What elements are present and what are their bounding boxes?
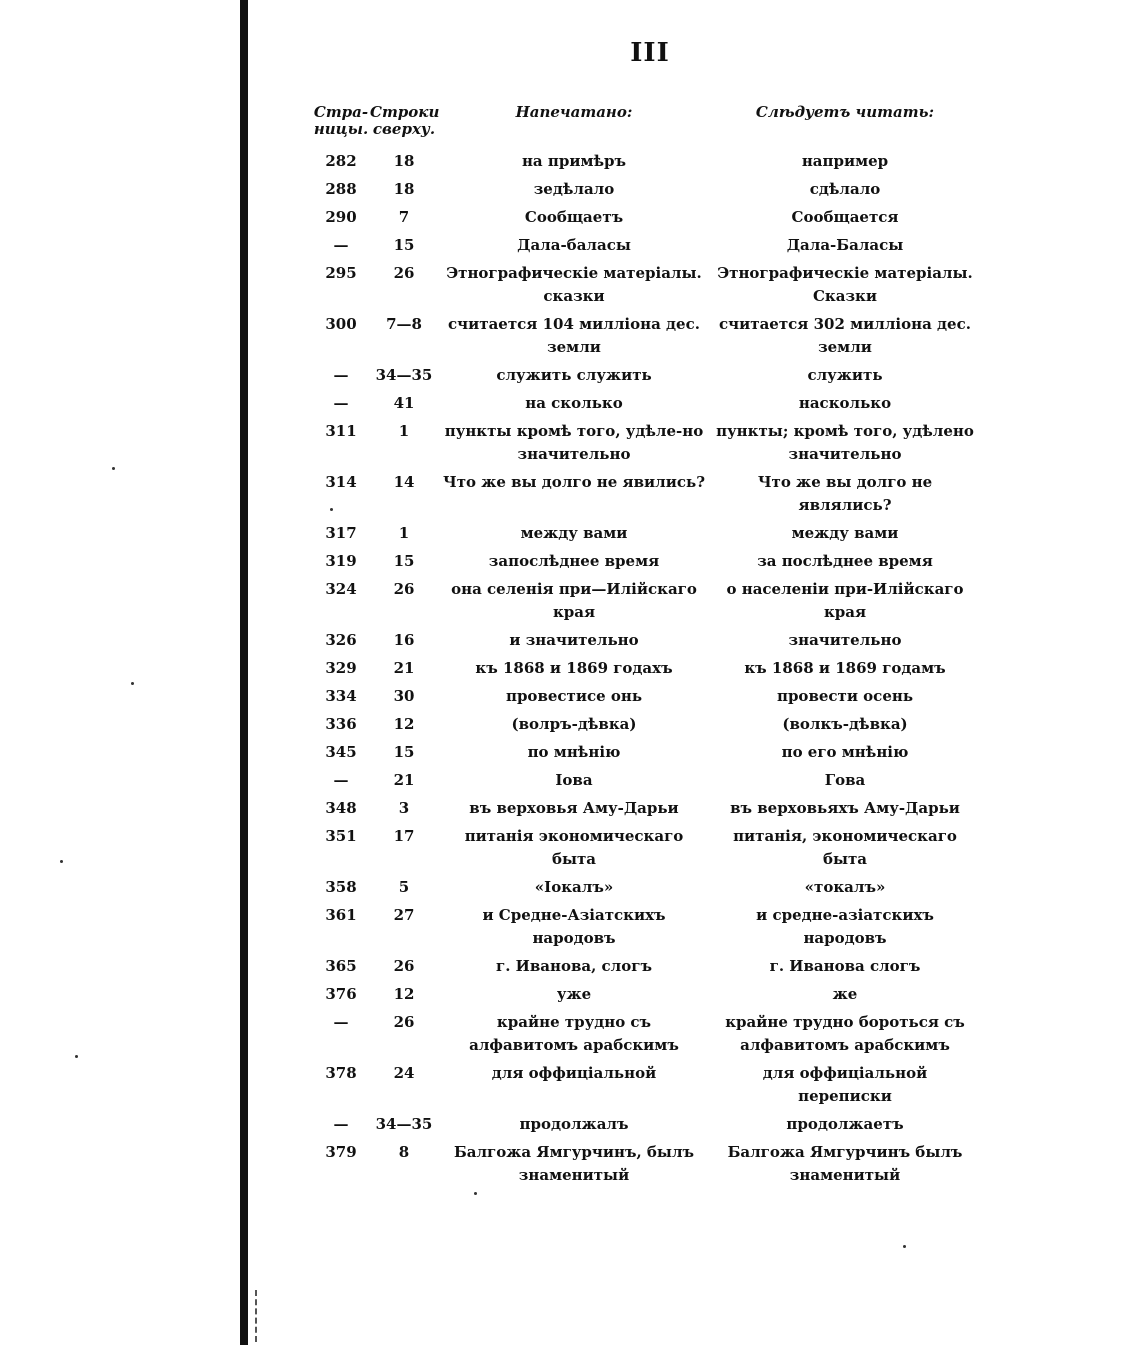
- table-row: [312, 148, 980, 176]
- table-row: [312, 362, 980, 390]
- binding-dash-mark: [255, 1290, 259, 1342]
- row-page: 351: [325, 827, 357, 845]
- row-printed: служить служить: [496, 366, 652, 384]
- table-row: [312, 711, 980, 739]
- row-page: —: [333, 366, 349, 384]
- table-row: [312, 260, 980, 311]
- row-correct: считается 302 милліона дес. земли: [719, 315, 971, 356]
- row-printed: на примѣръ: [521, 152, 627, 170]
- table-row: [312, 683, 980, 711]
- table-row: [312, 176, 980, 204]
- row-correct: Дала-Баласы: [786, 236, 904, 254]
- row-line: 34—35: [375, 1115, 433, 1133]
- row-line: 18: [393, 180, 415, 198]
- table-row: [312, 767, 980, 795]
- row-page: —: [333, 1115, 349, 1133]
- table-row: [312, 418, 980, 469]
- row-page: 288: [325, 180, 357, 198]
- errata-table: [312, 102, 980, 1190]
- row-page: 326: [325, 631, 357, 649]
- header-correct: Слѣдуетъ читать:: [755, 103, 935, 121]
- row-line: 5: [398, 878, 410, 896]
- table-row: [312, 576, 980, 627]
- errata-header-row: [312, 102, 980, 148]
- scan-speck: [474, 1192, 477, 1195]
- row-correct: Что же вы долго не являлись?: [757, 473, 933, 514]
- row-printed: питанія экономическаго быта: [464, 827, 684, 868]
- table-row: [312, 874, 980, 902]
- row-correct: Сообщается: [791, 208, 899, 226]
- row-line: 34—35: [375, 366, 433, 384]
- row-printed: продолжалъ: [519, 1115, 629, 1133]
- row-page: —: [333, 394, 349, 412]
- row-correct: по его мнѣнію: [781, 743, 909, 761]
- row-line: 16: [393, 631, 415, 649]
- table-row: [312, 311, 980, 362]
- row-printed: по мнѣнію: [527, 743, 621, 761]
- page-number: III: [630, 38, 670, 68]
- table-row: [312, 655, 980, 683]
- scan-speck: [131, 682, 134, 685]
- row-line: 26: [393, 264, 415, 282]
- errata-body: [312, 148, 980, 1190]
- header-line: Строки сверху.: [370, 103, 440, 138]
- table-row: [312, 204, 980, 232]
- row-line: 17: [393, 827, 415, 845]
- row-line: 8: [398, 1143, 410, 1161]
- row-correct: между вами: [791, 524, 899, 542]
- row-correct: питанія, экономическаго быта: [733, 827, 957, 868]
- row-page: 376: [325, 985, 357, 1003]
- row-correct: провести осень: [776, 687, 914, 705]
- row-page: 365: [325, 957, 357, 975]
- row-line: 26: [393, 1013, 415, 1031]
- row-line: 12: [393, 985, 415, 1003]
- row-printed: она селенія при—Илійскаго края: [451, 580, 697, 621]
- row-printed: Балгожа Ямгурчинъ, былъ знаменитый: [453, 1143, 695, 1184]
- table-row: [312, 902, 980, 953]
- row-printed: уже: [556, 985, 592, 1003]
- row-correct: сдѣлало: [809, 180, 881, 198]
- row-printed: (волръ-дѣвка): [511, 715, 637, 733]
- row-printed: между вами: [520, 524, 628, 542]
- row-page: —: [333, 236, 349, 254]
- row-correct: къ 1868 и 1869 годамъ: [744, 659, 946, 677]
- binding-edge: [240, 0, 248, 1345]
- row-correct: Этнографическіе матеріалы. Сказки: [717, 264, 973, 305]
- row-page: 324: [325, 580, 357, 598]
- row-printed: Дала-баласы: [517, 236, 631, 254]
- row-printed: Сообщаетъ: [524, 208, 624, 226]
- row-printed: на сколько: [525, 394, 623, 412]
- row-printed: въ верховья Аму-Дарьи: [469, 799, 679, 817]
- row-page: 345: [325, 743, 357, 761]
- row-line: 7—8: [386, 315, 422, 333]
- row-page: 290: [325, 208, 357, 226]
- row-printed: «Іокалъ»: [534, 878, 614, 896]
- row-printed: Что же вы долго не явились?: [443, 473, 705, 491]
- row-correct: насколько: [798, 394, 892, 412]
- row-correct: служить: [807, 366, 883, 384]
- row-page: 282: [325, 152, 357, 170]
- row-printed: г. Иванова, слогъ: [496, 957, 652, 975]
- row-page: 295: [325, 264, 357, 282]
- header-page: Стра- ницы.: [313, 103, 369, 138]
- table-row: [312, 627, 980, 655]
- table-row: [312, 1139, 980, 1190]
- scan-speck: [60, 860, 63, 863]
- table-row: [312, 390, 980, 418]
- table-row: [312, 981, 980, 1009]
- row-line: 15: [393, 552, 415, 570]
- row-page: 379: [325, 1143, 357, 1161]
- row-correct: и средне-азіатскихъ народовъ: [756, 906, 934, 947]
- row-printed: зедѣлало: [533, 180, 615, 198]
- row-line: 24: [393, 1064, 415, 1082]
- row-line: 1: [398, 524, 410, 542]
- row-page: —: [333, 771, 349, 789]
- row-page: 358: [325, 878, 357, 896]
- row-page: 300: [325, 315, 357, 333]
- row-line: 21: [393, 659, 415, 677]
- row-correct: г. Иванова слогъ: [769, 957, 921, 975]
- table-row: [312, 1009, 980, 1060]
- row-line: 21: [393, 771, 415, 789]
- row-page: —: [333, 1013, 349, 1031]
- row-correct: о населеніи при-Илійскаго края: [726, 580, 964, 621]
- row-line: 41: [393, 394, 415, 412]
- row-line: 26: [393, 957, 415, 975]
- row-line: 7: [398, 208, 410, 226]
- row-printed: и значительно: [509, 631, 639, 649]
- row-page: 319: [325, 552, 357, 570]
- row-page: 361: [325, 906, 357, 924]
- row-correct: же: [832, 985, 858, 1003]
- row-line: 26: [393, 580, 415, 598]
- row-correct: за послѣднее время: [757, 552, 933, 570]
- row-line: 30: [393, 687, 415, 705]
- row-correct: значительно: [788, 631, 902, 649]
- row-correct: въ верховьяхъ Аму-Дарьи: [730, 799, 960, 817]
- table-row: [312, 520, 980, 548]
- row-line: 18: [393, 152, 415, 170]
- row-printed: запослѣднее время: [488, 552, 660, 570]
- row-printed: Іова: [555, 771, 593, 789]
- row-printed: Этнографическіе матеріалы. сказки: [446, 264, 702, 305]
- row-printed: провестисе онь: [505, 687, 643, 705]
- row-printed: крайне трудно съ алфавитомъ арабскимъ: [469, 1013, 679, 1054]
- row-printed: пункты кромѣ того, удѣле-но значительно: [444, 422, 704, 463]
- row-correct: например: [801, 152, 889, 170]
- row-page: 329: [325, 659, 357, 677]
- table-row: [312, 823, 980, 874]
- row-line: 14: [393, 473, 415, 491]
- table-row: [312, 739, 980, 767]
- row-line: 27: [393, 906, 415, 924]
- row-page: 314: [325, 473, 357, 491]
- row-correct: для оффиціальной переписки: [762, 1064, 928, 1105]
- row-page: 348: [325, 799, 357, 817]
- table-row: [312, 1111, 980, 1139]
- scan-speck: [903, 1245, 906, 1248]
- row-correct: крайне трудно бороться съ алфавитомъ арабскимъ: [725, 1013, 965, 1054]
- row-correct: Балгожа Ямгурчинъ былъ знаменитый: [727, 1143, 963, 1184]
- row-correct: пункты; кромѣ того, удѣлено значительно: [716, 422, 974, 463]
- row-line: 15: [393, 743, 415, 761]
- row-correct: (волкъ-дѣвка): [782, 715, 908, 733]
- row-correct: продолжаетъ: [786, 1115, 904, 1133]
- row-line: 1: [398, 422, 410, 440]
- row-page: 336: [325, 715, 357, 733]
- row-line: 3: [398, 799, 410, 817]
- scan-speck: [75, 1055, 78, 1058]
- header-printed: Напечатано:: [515, 103, 633, 121]
- scan-speck: [112, 467, 115, 470]
- row-correct: Гова: [824, 771, 866, 789]
- row-page: 334: [325, 687, 357, 705]
- row-line: 15: [393, 236, 415, 254]
- table-row: [312, 953, 980, 981]
- row-line: 12: [393, 715, 415, 733]
- row-printed: считается 104 милліона дес. земли: [448, 315, 700, 356]
- row-page: 317: [325, 524, 357, 542]
- table-row: [312, 1060, 980, 1111]
- row-printed: къ 1868 и 1869 годахъ: [475, 659, 673, 677]
- row-page: 311: [325, 422, 357, 440]
- table-row: [312, 795, 980, 823]
- table-row: [312, 469, 980, 520]
- row-page: 378: [325, 1064, 357, 1082]
- row-printed: и Средне-Азіатскихъ народовъ: [482, 906, 666, 947]
- table-row: [312, 232, 980, 260]
- row-correct: «токалъ»: [804, 878, 886, 896]
- table-row: [312, 548, 980, 576]
- row-printed: для оффиціальной: [491, 1064, 657, 1082]
